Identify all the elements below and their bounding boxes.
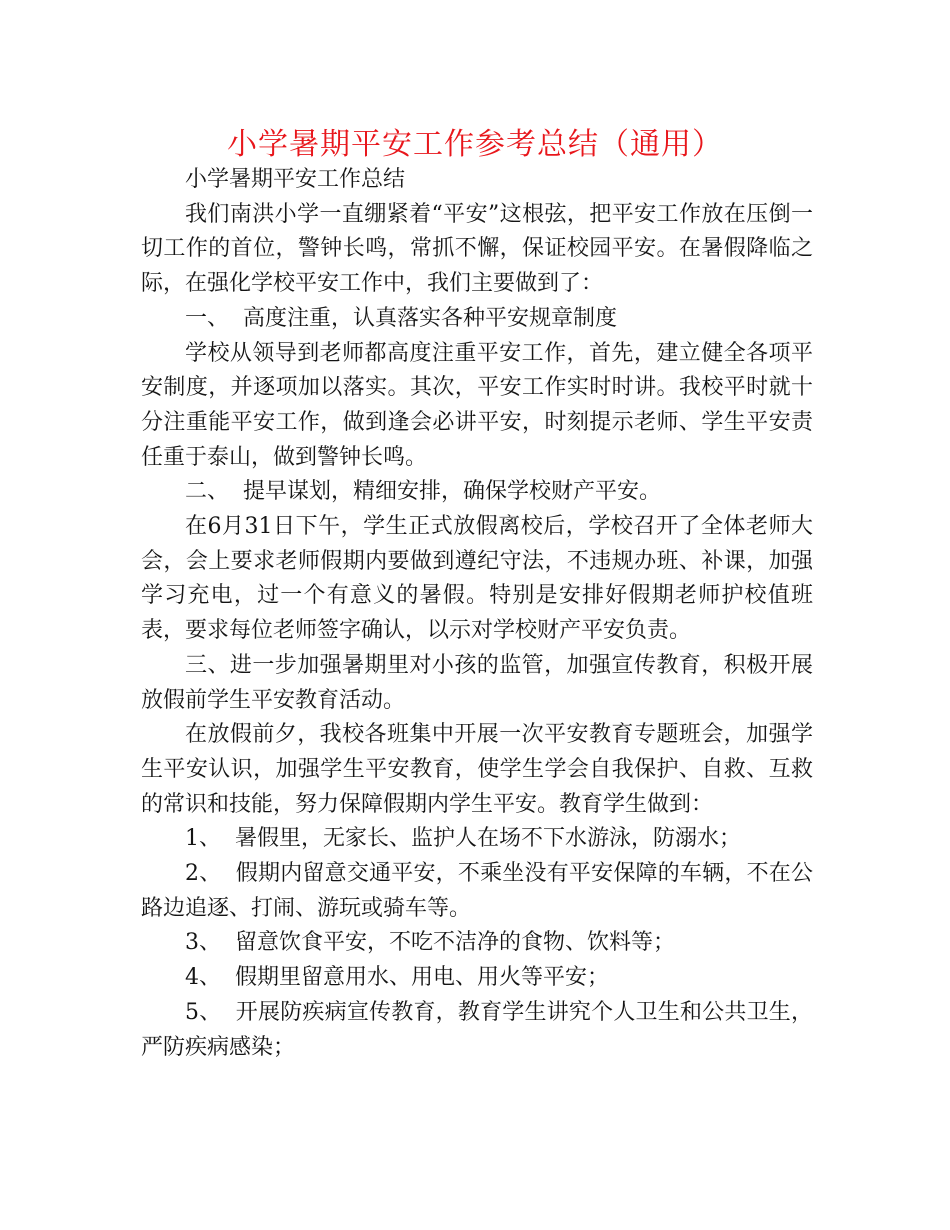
list-item-5: 5、 开展防疾病宣传教育，教育学生讲究个人卫生和公共卫生，严防疾病感染；: [141, 999, 813, 1060]
paragraph-section-1: 学校从领导到老师都高度注重平安工作，首先，建立健全各项平安制度，并逐项加以落实。其次，平安工作实时时讲。我校平时就十分注重能平安工作，做到逢会必讲平安，时刻提示老师、学生平安责任重于泰山，做到警钟长鸣。: [141, 340, 813, 470]
list-item-3: 3、 留意饮食平安，不吃不洁净的食物、饮料等；: [185, 930, 675, 956]
section-heading-3: 三、进一步加强暑期里对小孩的监管，加强宣传教育，积极开展放假前学生平安教育活动。: [141, 652, 813, 713]
list-item-1: 1、 暑假里，无家长、监护人在场不下水游泳，防溺水；: [185, 826, 741, 852]
paragraph-intro: 我们南洪小学一直绷紧着“平安”这根弦，把平安工作放在压倒一切工作的首位，警钟长鸣，常抓不懈，保证校园平安。在暑假降临之际，在强化学校平安工作中，我们主要做到了：: [141, 201, 813, 297]
paragraph-section-3: 在放假前夕，我校各班集中开展一次平安教育专题班会，加强学生平安认识，加强学生平安教育，使学生学会自我保护、自救、互救的常识和技能，努力保障假期内学生平安。教育学生做到：: [141, 722, 813, 817]
document-body: [141, 163, 813, 1065]
paragraph-section-2: 在6月31日下午，学生正式放假离校后，学校召开了全体老师大会，会上要求老师假期内要做到遵纪守法，不违规办班、补课，加强学习充电，过一个有意义的暑假。特别是安排好假期老师护校值班表，要求每位老师签字确认，以示对学校财产平安负责。: [141, 514, 813, 644]
document-title: 小学暑期平安工作参考总结（通用）: [227, 127, 723, 162]
list-item-4: 4、 假期里留意用水、用电、用火等平安；: [185, 965, 609, 991]
paragraph-subtitle: 小学暑期平安工作总结: [185, 167, 406, 192]
section-heading-1: 一、 高度注重，认真落实各种平安规章制度: [185, 305, 617, 331]
list-item-2: 2、 假期内留意交通平安，不乘坐没有平安保障的车辆，不在公路边追逐、打闹、游玩或骑车等。: [141, 861, 813, 921]
section-heading-2: 二、 提早谋划，精细安排，确保学校财产平安。: [185, 479, 661, 505]
